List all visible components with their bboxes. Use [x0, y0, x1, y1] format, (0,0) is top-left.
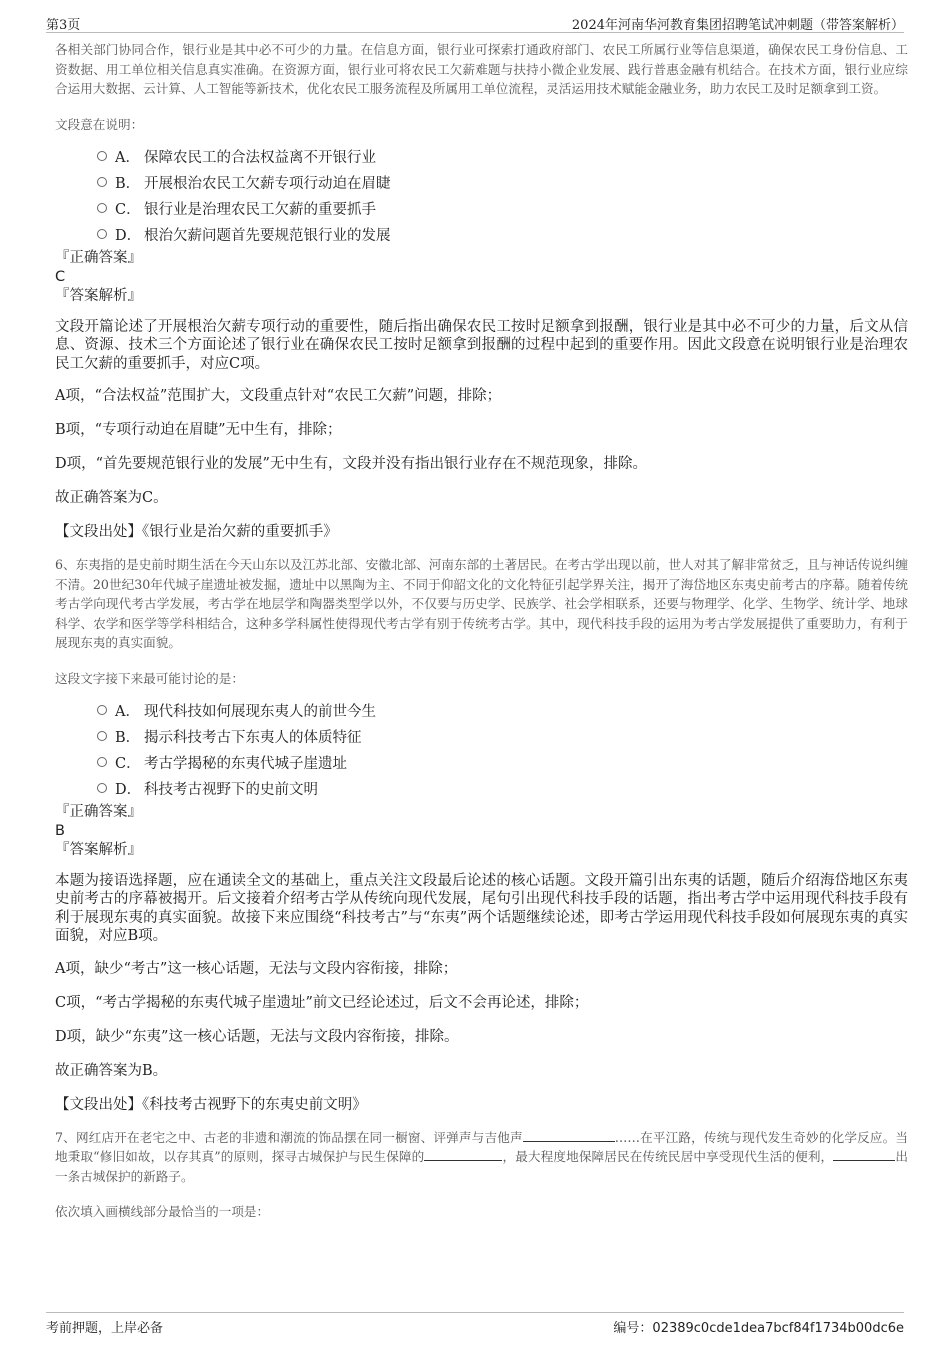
footer-slogan: 考前押题，上岸必备: [46, 1321, 164, 1336]
page-number: 第3页: [46, 18, 81, 33]
q5-analysis-a: A项，“合法权益”范围扩大，文段重点针对“农民工欠薪”问题，排除；: [55, 388, 502, 404]
radio-icon[interactable]: [97, 757, 107, 767]
radio-icon[interactable]: [97, 177, 107, 187]
q5-passage: 各相关部门协同合作，银行业是其中必不可少的力量。在信息方面，银行业可探索打通政府部门、农民工所属行业等信息渠道，确保农民工身份信息、工资数据、用工单位相关信息真实准确。在资源方面，银行业可将农民工欠薪难题与扶持小微企业发展、践行普惠金融有机结合。在技术方面，银行业应综合运用大数据、云计算、人工智能等新技术，优化农民工服务流程及所属用工单位流程，灵活运用技术赋能金融业务，助力农民工及时足额拿到工资。: [55, 42, 908, 96]
q5-analysis-label: 『答案解析』: [55, 287, 142, 304]
q7-prompt: 依次填入画横线部分最恰当的一项是：: [55, 1204, 270, 1219]
q5-option-b[interactable]: B． 开展根治农民工欠薪专项行动迫在眉睫: [55, 169, 908, 195]
fill-blank-2[interactable]: [424, 1148, 502, 1161]
q6-option-c[interactable]: C． 考古学揭秘的东夷代城子崖遗址: [55, 749, 908, 775]
fill-blank-3[interactable]: [833, 1148, 895, 1161]
q6-option-a[interactable]: A． 现代科技如何展现东夷人的前世今生: [55, 697, 908, 723]
radio-icon[interactable]: [97, 151, 107, 161]
q5-analysis-b: B项，“专项行动迫在眉睫”无中生有，排除；: [55, 422, 342, 438]
radio-icon[interactable]: [97, 783, 107, 793]
q6-analysis-d: D项，缺少“东夷”这一核心话题，无法与文段内容衔接，排除。: [55, 1028, 459, 1045]
q6-options: [55, 697, 908, 801]
page-footer: [46, 1312, 904, 1337]
radio-icon[interactable]: [97, 229, 107, 239]
q5-conclusion: 故正确答案为C。: [55, 490, 168, 506]
q5-analysis: 文段开篇论述了开展根治欠薪专项行动的重要性，随后指出确保农民工按时足额拿到报酬，银行业是其中必不可少的力量，后文从信息、资源、技术三个方面论述了银行业在确保农民工按时足额拿到报酬的过程中起到的重要作用。因此文段意在说明银行业是治理农民工欠薪的重要抓手，对应C项。: [55, 318, 908, 372]
q6-analysis-a: A项，缺少“考古”这一核心话题，无法与文段内容衔接，排除；: [55, 960, 458, 977]
radio-icon[interactable]: [97, 203, 107, 213]
q5-analysis-d: D项，“首先要规范银行业的发展”无中生有，文段并没有指出银行业存在不规范现象，排除。: [55, 456, 647, 472]
q6-passage: 6、东夷指的是史前时期生活在今天山东以及江苏北部、安徽北部、河南东部的土著居民。在考古学出现以前，世人对其了解非常贫乏，且与神话传说纠缠不清。20世纪30年代城子崖遗址被发掘，遗址中以黑陶为主、不同于仰韶文化的文化特征引起学界关注，揭开了海岱地区东夷史前考古的序幕。随着传统考古学向现代考古学发展，考古学在地层学和陶器类型学以外，不仅要与历史学、民族学、社会学相联系，还要与物理学、化学、生物学、统计学、地球科学、农学和医学等学科相结合，这种多学科属性使得现代考古学有别于传统考古学。其中，现代科技手段的运用为考古学发展提供了重要助力，有利于展现东夷的真实面貌。: [55, 557, 908, 650]
q6-analysis: 本题为接语选择题，应在通读全文的基础上，重点关注文段最后论述的核心话题。文段开篇引出东夷的话题，随后介绍海岱地区东夷史前考古的序幕被揭开。后文接着介绍考古学从传统向现代发展，尾句引出现代科技手段的话题，指出考古学中运用现代科技手段有利于展现东夷的真实面貌。故接下来应围绕“科技考古”与“东夷”两个话题继续论述，即考古学运用现代科技手段如何展现东夷的真实面貌，对应B项。: [55, 872, 908, 944]
fill-blank-1[interactable]: [523, 1129, 615, 1142]
q6-answer-label: 『正确答案』: [55, 803, 142, 820]
q6-answer: B: [55, 822, 65, 839]
q6-prompt: 这段文字接下来最可能讨论的是：: [55, 670, 244, 686]
q5-source: 【文段出处】《银行业是治欠薪的重要抓手》: [55, 524, 338, 540]
q6-option-d[interactable]: D． 科技考古视野下的史前文明: [55, 775, 908, 801]
q6-source: 【文段出处】《科技考古视野下的东夷史前文明》: [55, 1096, 367, 1113]
radio-icon[interactable]: [97, 731, 107, 741]
q5-option-c[interactable]: C． 银行业是治理农民工欠薪的重要抓手: [55, 195, 908, 221]
q5-option-d[interactable]: D． 根治欠薪问题首先要规范银行业的发展: [55, 221, 908, 247]
q6-analysis-c: C项，“考古学揭秘的东夷代城子崖遗址”前文已经论述过，后文不会再论述，排除；: [55, 994, 589, 1011]
document-title: 2024年河南华河教育集团招聘笔试冲刺题（带答案解析）: [571, 18, 904, 33]
q5-option-a[interactable]: A． 保障农民工的合法权益离不开银行业: [55, 143, 908, 169]
q5-options: [55, 143, 908, 247]
q6-option-b[interactable]: B． 揭示科技考古下东夷人的体质特征: [55, 723, 908, 749]
q6-analysis-label: 『答案解析』: [55, 841, 142, 858]
q6-conclusion: 故正确答案为B。: [55, 1062, 168, 1079]
document-code: 编号：02389c0cde1dea7bcf84f1734b00dc6e: [613, 1321, 904, 1336]
q5-answer: C: [55, 268, 66, 285]
page-header: [46, 10, 904, 33]
q5-prompt: 文段意在说明：: [55, 116, 144, 132]
radio-icon[interactable]: [97, 705, 107, 715]
document-content: [55, 40, 908, 1220]
q5-answer-label: 『正确答案』: [55, 249, 142, 266]
q7-passage: 7、网红店开在老宅之中、古老的非遗和潮流的饰品摆在同一橱窗、评弹声与吉他声 ……在平江路，传统与现代发生奇妙的化学反应。当地秉取“修旧如故，以存其真”的原则，探寻古城保护与民生保障的 ，最大程度地保障居民在传统民居中享受现代生活的便利， 出一条古城保护的新路子。: [55, 1129, 909, 1184]
